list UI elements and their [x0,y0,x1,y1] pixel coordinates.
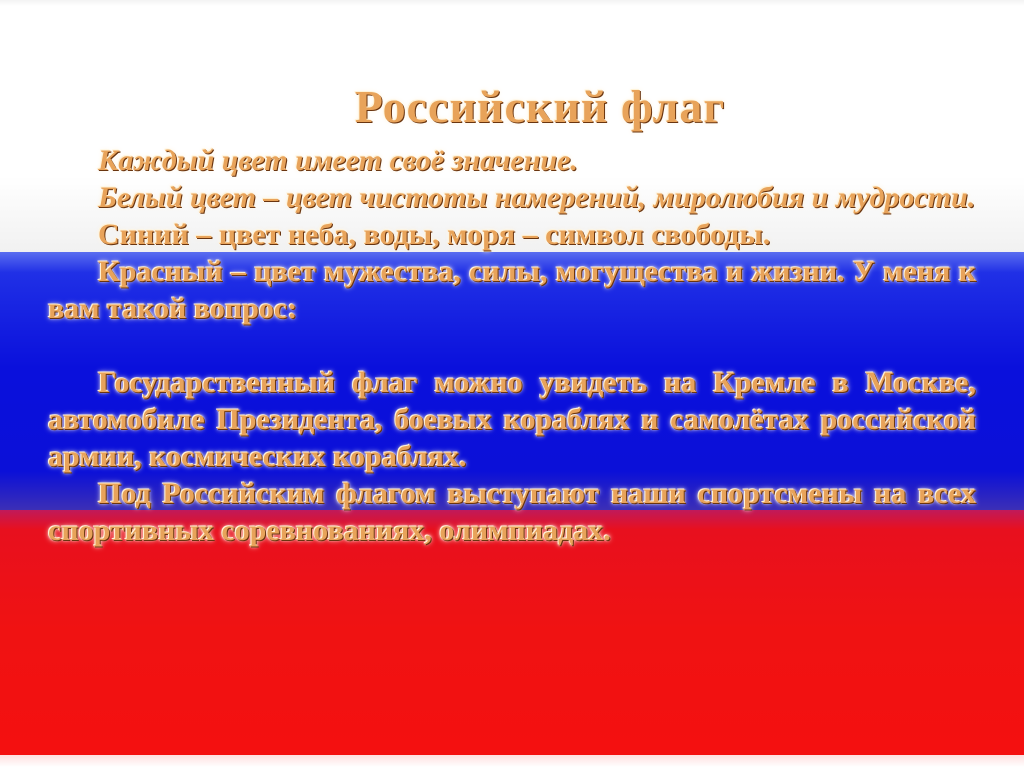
slide-body [48,142,976,549]
slide-title: Российский флаг [354,81,726,132]
paragraph-state-flag: Государственный флаг можно увидеть на Кремле в Москве, автомобиле Президента, боевых кораблях и самолётах российской армии, космических кораблях. [48,366,976,473]
paragraph-sports: Под Российским флагом выступают наши спортсмены на всех спортивных соревнованиях, олимпиадах. [48,477,976,547]
paragraph-red: Красный – цвет мужества, силы, могущества и жизни. У меня к вам такой вопрос: [48,255,976,325]
paragraph-blue: Синий – цвет неба, воды, моря – символ свободы. [98,218,771,251]
paragraph-white: Белый цвет – цвет чистоты намерений, миролюбия и мудрости. [98,181,976,214]
slide-top-shadow [0,0,1024,6]
slide-bottom-edge [0,755,1024,767]
paragraph-gap [48,327,976,364]
paragraph-meaning: Каждый цвет имеет своё значение. [98,144,578,177]
